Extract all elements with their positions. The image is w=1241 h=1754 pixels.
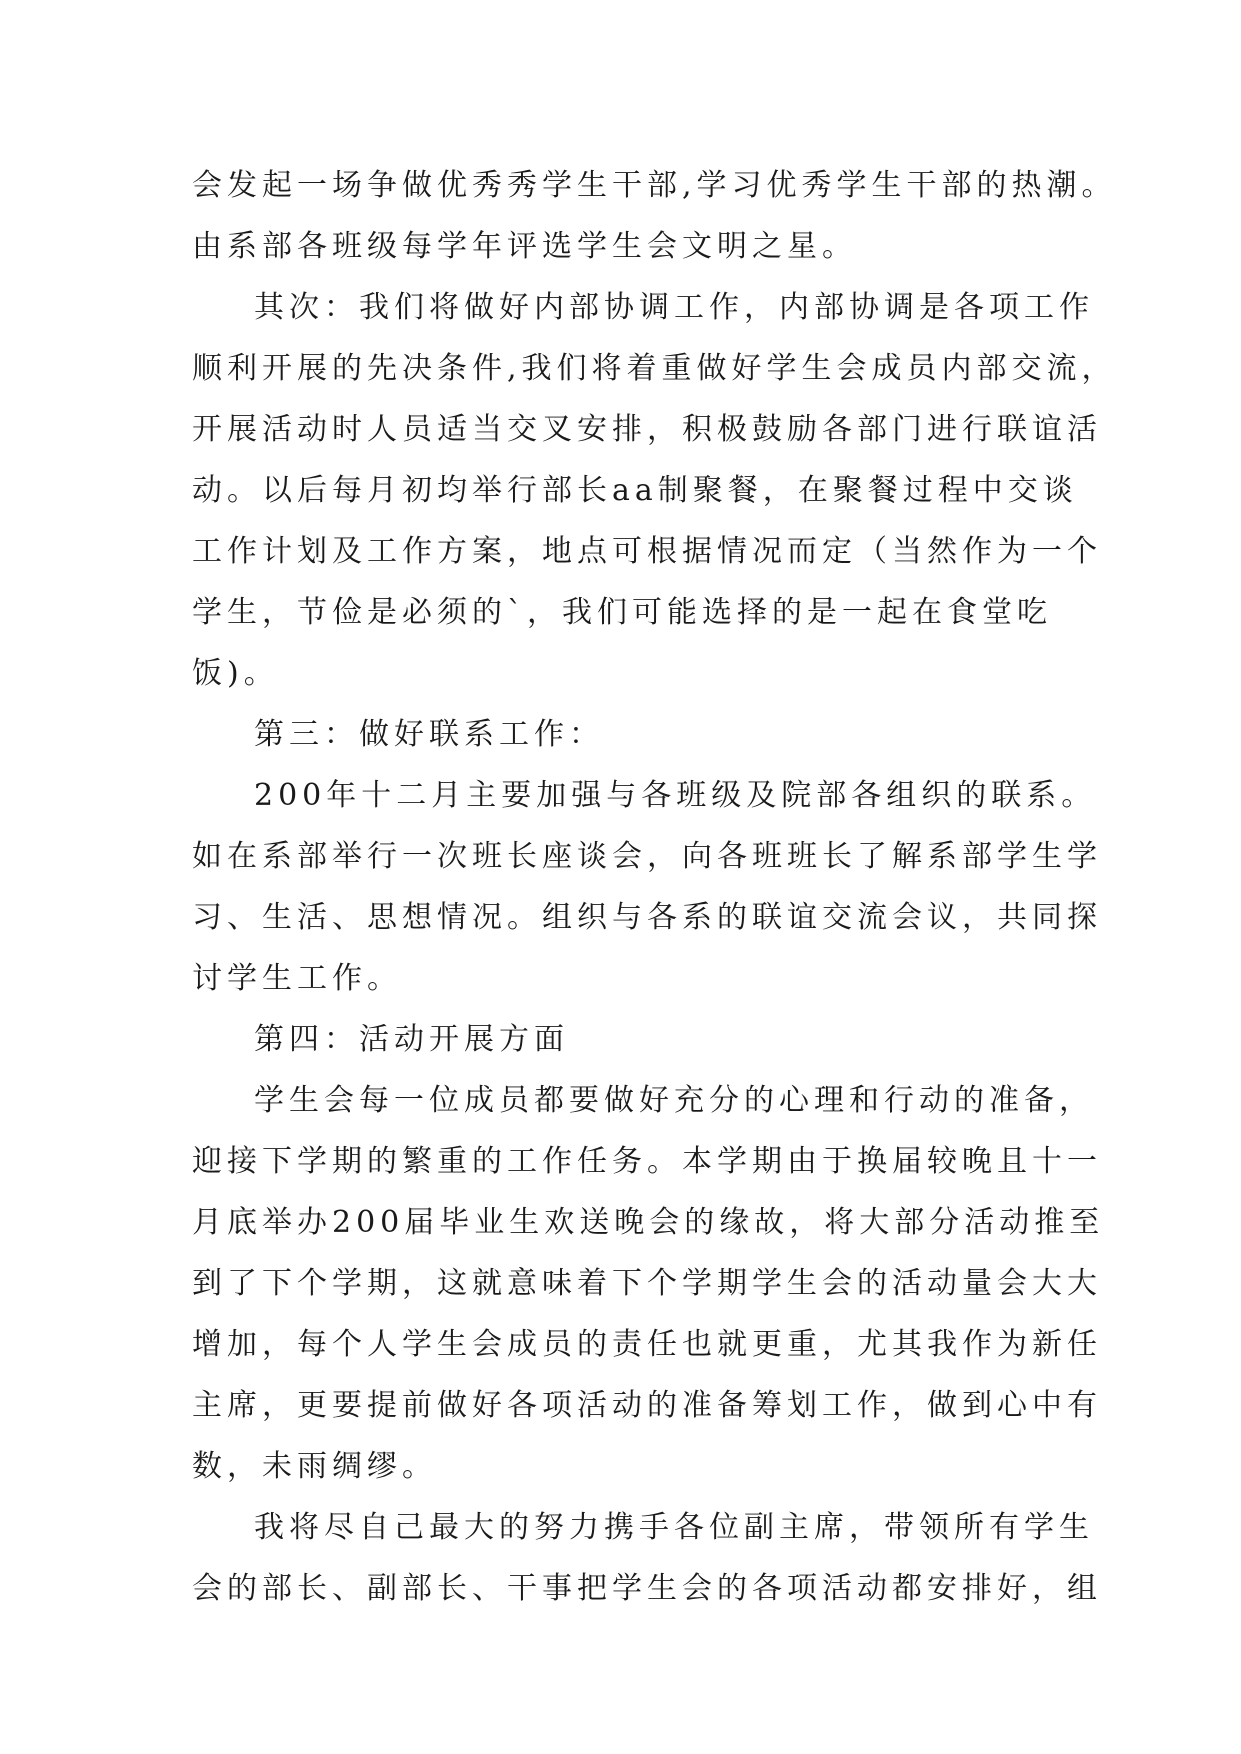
paragraph-start-line: 200年十二月主要加强与各班级及院部各组织的联系。 <box>254 778 1097 813</box>
text-line: 顺利开展的先决条件,我们将着重做好学生会成员内部交流， <box>192 351 1117 386</box>
text-line: 会发起一场争做优秀秀学生干部,学习优秀学生干部的热潮。 <box>192 168 1117 203</box>
paragraph-start-line: 学生会每一位成员都要做好充分的心理和行动的准备， <box>254 1083 1094 1118</box>
text-line: 饭)。 <box>192 656 279 691</box>
text-line: 学生，节俭是必须的`，我们可能选择的是一起在食堂吃 <box>192 595 1052 630</box>
text-line: 会的部长、副部长、干事把学生会的各项活动都安排好，组 <box>192 1571 1102 1606</box>
text-line: 由系部各班级每学年评选学生会文明之星。 <box>192 229 857 264</box>
text-line: 工作计划及工作方案，地点可根据情况而定（当然作为一个 <box>192 534 1102 569</box>
document-body <box>192 155 1117 1619</box>
paragraph-start-line: 其次：我们将做好内部协调工作，内部协调是各项工作 <box>254 290 1094 325</box>
text-line: 到了下个学期，这就意味着下个学期学生会的活动量会大大 <box>192 1266 1102 1301</box>
text-line: 习、生活、思想情况。组织与各系的联谊交流会议，共同探 <box>192 900 1102 935</box>
text-line: 增加，每个人学生会成员的责任也就更重，尤其我作为新任 <box>192 1327 1102 1362</box>
text-line: 数，未雨绸缪。 <box>192 1449 437 1484</box>
text-line: 开展活动时人员适当交叉安排，积极鼓励各部门进行联谊活 <box>192 412 1102 447</box>
section-heading: 第三：做好联系工作： <box>254 717 604 752</box>
text-line: 如在系部举行一次班长座谈会，向各班班长了解系部学生学 <box>192 839 1102 874</box>
text-line: 主席，更要提前做好各项活动的准备筹划工作，做到心中有 <box>192 1388 1102 1423</box>
text-line: 迎接下学期的繁重的工作任务。本学期由于换届较晚且十一 <box>192 1144 1102 1179</box>
text-line: 讨学生工作。 <box>192 961 402 996</box>
section-heading: 第四：活动开展方面 <box>254 1022 569 1057</box>
paragraph-start-line: 我将尽自己最大的努力携手各位副主席，带领所有学生 <box>254 1510 1094 1545</box>
text-line: 动。以后每月初均举行部长aa制聚餐，在聚餐过程中交谈 <box>192 473 1078 508</box>
text-line: 月底举办200届毕业生欢送晚会的缘故，将大部分活动推至 <box>192 1205 1105 1240</box>
